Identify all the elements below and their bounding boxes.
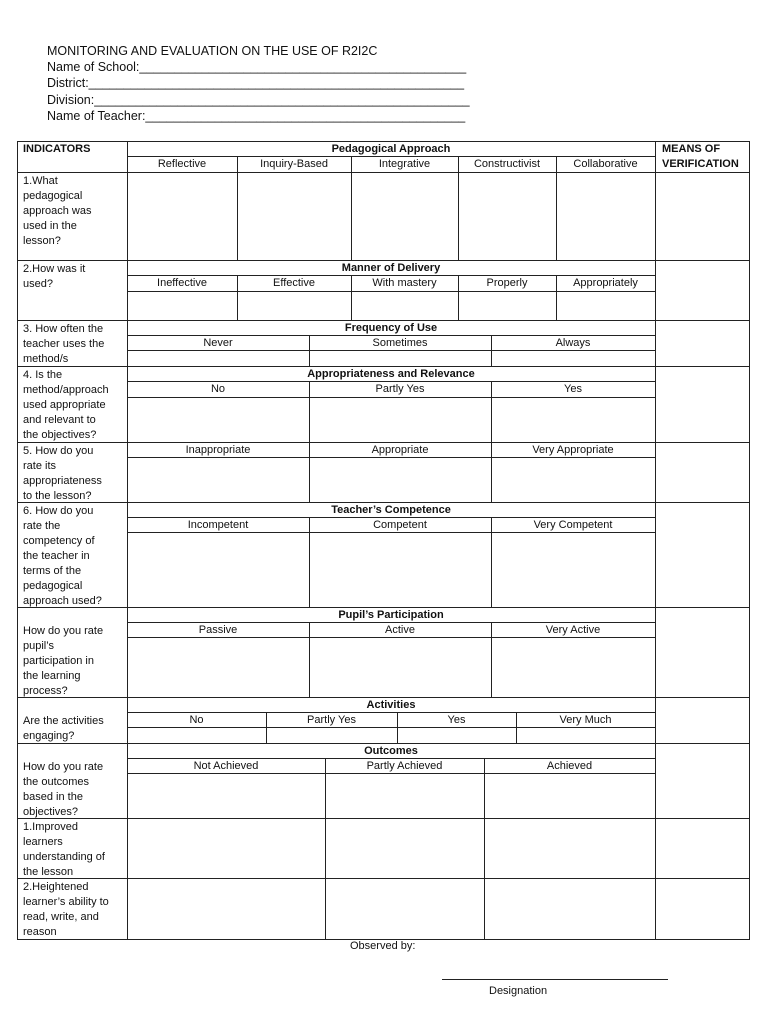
means-header-1: MEANS OF — [662, 143, 721, 155]
division-field[interactable]: Division:______________________________________________________ — [47, 92, 470, 107]
answer-cell-heightened[interactable] — [484, 878, 656, 940]
question-relevance-line: method/approach — [23, 384, 109, 396]
option-outcomes-label: Achieved — [546, 760, 593, 772]
answer-cell-activities[interactable] — [397, 727, 517, 744]
answer-cell-improved[interactable] — [325, 818, 485, 879]
answer-cell-relevance[interactable] — [127, 397, 310, 443]
answer-cell-relevance[interactable] — [491, 397, 656, 443]
question-relevance-line: and relevant to — [23, 414, 96, 426]
answer-cell-pedagogical[interactable] — [127, 172, 238, 261]
answer-cell-rating[interactable] — [491, 457, 656, 503]
answer-cell-frequency[interactable] — [127, 350, 310, 367]
question-pedagogical-line: lesson? — [23, 235, 61, 247]
option-relevance-label: Partly Yes — [375, 383, 425, 395]
answer-cell-delivery[interactable] — [237, 291, 352, 321]
section-title-frequency: Frequency of Use — [344, 322, 438, 334]
verification-cell-relevance[interactable] — [655, 366, 750, 443]
option-frequency-label: Sometimes — [372, 337, 428, 349]
district-field[interactable]: District:______________________________________________________ — [47, 76, 465, 91]
option-competence-label: Competent — [373, 519, 427, 531]
question-improved-line: 1.Improved — [23, 821, 79, 833]
question-participation-line: participation in — [23, 655, 94, 667]
answer-cell-competence[interactable] — [309, 532, 492, 608]
question-delivery-line: 2.How was it — [23, 263, 86, 275]
means-header-2: VERIFICATION — [662, 158, 739, 170]
option-frequency-label: Always — [555, 337, 591, 349]
answer-cell-rating[interactable] — [127, 457, 310, 503]
answer-cell-frequency[interactable] — [491, 350, 656, 367]
question-pedagogical-line: used in the — [23, 220, 77, 232]
question-participation-line: How do you rate — [23, 625, 104, 637]
question-rating-line: 5. How do you — [23, 445, 94, 457]
option-pedagogical-label: Constructivist — [473, 158, 541, 170]
answer-cell-heightened[interactable] — [127, 878, 326, 940]
option-rating-label: Very Appropriate — [532, 444, 614, 456]
option-frequency-label: Never — [203, 337, 233, 349]
answer-cell-frequency[interactable] — [309, 350, 492, 367]
question-frequency-line: 3. How often the — [23, 323, 104, 335]
indicators-header: INDICATORS — [23, 143, 91, 155]
question-competence-line: approach used? — [23, 595, 102, 607]
verification-cell-frequency[interactable] — [655, 320, 750, 367]
answer-cell-participation[interactable] — [127, 637, 310, 698]
question-participation-line: the learning — [23, 670, 81, 682]
section-title-relevance: Appropriateness and Relevance — [307, 368, 475, 380]
answer-cell-improved[interactable] — [127, 818, 326, 879]
answer-cell-rating[interactable] — [309, 457, 492, 503]
school-name-field[interactable]: Name of School:_______________________________________________ — [47, 60, 467, 75]
section-title-outcomes: Outcomes — [364, 745, 418, 757]
option-pedagogical-label: Collaborative — [573, 158, 638, 170]
section-title-delivery: Manner of Delivery — [341, 262, 441, 274]
answer-cell-delivery[interactable] — [556, 291, 656, 321]
option-participation-label: Active — [385, 624, 415, 636]
form-title: MONITORING AND EVALUATION ON THE USE OF R2I2C — [47, 44, 378, 58]
question-frequency-line: teacher uses the — [23, 338, 105, 350]
observed-by-label: Observed by: — [350, 940, 416, 952]
option-pedagogical-label: Inquiry-Based — [260, 158, 328, 170]
answer-cell-activities[interactable] — [266, 727, 398, 744]
question-heightened-line: reason — [23, 926, 57, 938]
teacher-name-field[interactable]: Name of Teacher:______________________________________________ — [47, 108, 466, 123]
option-rating-label: Inappropriate — [185, 444, 251, 456]
option-pedagogical-label: Reflective — [157, 158, 207, 170]
option-pedagogical-label: Integrative — [378, 158, 431, 170]
answer-cell-outcomes[interactable] — [484, 773, 656, 819]
question-delivery-line: used? — [23, 278, 53, 290]
answer-cell-improved[interactable] — [484, 818, 656, 879]
question-outcomes-line: the outcomes — [23, 776, 90, 788]
question-pedagogical-line: approach was — [23, 205, 92, 217]
verification-cell-outcomes[interactable] — [655, 743, 750, 819]
answer-cell-outcomes[interactable] — [127, 773, 326, 819]
question-relevance-line: 4. Is the — [23, 369, 63, 381]
question-heightened-line: learner’s ability to — [23, 896, 109, 908]
answer-cell-activities[interactable] — [127, 727, 267, 744]
question-competence-line: 6. How do you — [23, 505, 94, 517]
option-activities-label: Yes — [447, 714, 466, 726]
answer-cell-competence[interactable] — [491, 532, 656, 608]
question-outcomes-line: How do you rate — [23, 761, 104, 773]
option-competence-label: Very Competent — [533, 519, 613, 531]
option-delivery-label: Properly — [486, 277, 528, 289]
question-pedagogical-line: pedagogical — [23, 190, 83, 202]
answer-cell-pedagogical[interactable] — [351, 172, 459, 261]
section-title-pedagogical: Pedagogical Approach — [331, 143, 451, 155]
question-outcomes-line: based in the — [23, 791, 83, 803]
answer-cell-pedagogical[interactable] — [556, 172, 656, 261]
option-activities-label: Partly Yes — [307, 714, 356, 726]
question-competence-line: the teacher in — [23, 550, 90, 562]
verification-cell-pedagogical[interactable] — [655, 172, 750, 261]
option-delivery-label: With mastery — [372, 277, 437, 289]
verification-cell-rating[interactable] — [655, 442, 750, 503]
option-outcomes-label: Partly Achieved — [366, 760, 443, 772]
signature-line[interactable] — [442, 979, 668, 980]
question-heightened-line: 2.Heightened — [23, 881, 89, 893]
answer-cell-relevance[interactable] — [309, 397, 492, 443]
option-activities-label: No — [189, 714, 204, 726]
verification-cell-competence[interactable] — [655, 502, 750, 608]
question-pedagogical-line: 1.What — [23, 175, 58, 187]
question-relevance-line: used appropriate — [23, 399, 106, 411]
answer-cell-pedagogical[interactable] — [458, 172, 557, 261]
question-participation-line: process? — [23, 685, 68, 697]
answer-cell-participation[interactable] — [309, 637, 492, 698]
question-competence-line: terms of the — [23, 565, 82, 577]
option-delivery-label: Effective — [273, 277, 315, 289]
question-participation-line: pupil’s — [23, 640, 54, 652]
verification-cell-participation[interactable] — [655, 607, 750, 698]
option-participation-label: Passive — [198, 624, 238, 636]
option-competence-label: Incompetent — [187, 519, 249, 531]
verification-cell-heightened[interactable] — [655, 878, 750, 940]
option-participation-label: Very Active — [545, 624, 601, 636]
answer-cell-outcomes[interactable] — [325, 773, 485, 819]
answer-cell-delivery[interactable] — [351, 291, 459, 321]
question-competence-line: competency of — [23, 535, 95, 547]
question-rating-line: to the lesson? — [23, 490, 92, 502]
answer-cell-heightened[interactable] — [325, 878, 485, 940]
section-title-participation: Pupil’s Participation — [338, 609, 444, 621]
question-relevance-line: the objectives? — [23, 429, 97, 441]
answer-cell-pedagogical[interactable] — [237, 172, 352, 261]
answer-cell-activities[interactable] — [516, 727, 656, 744]
option-outcomes-label: Not Achieved — [193, 760, 259, 772]
answer-cell-participation[interactable] — [491, 637, 656, 698]
answer-cell-competence[interactable] — [127, 532, 310, 608]
question-rating-line: rate its — [23, 460, 57, 472]
verification-cell-activities[interactable] — [655, 697, 750, 744]
question-heightened-line: read, write, and — [23, 911, 99, 923]
question-improved-line: the lesson — [23, 866, 74, 878]
question-activities-line: Are the activities — [23, 715, 104, 727]
question-competence-line: rate the — [23, 520, 61, 532]
option-rating-label: Appropriate — [371, 444, 429, 456]
question-rating-line: appropriateness — [23, 475, 102, 487]
question-frequency-line: method/s — [23, 353, 69, 365]
option-relevance-label: No — [210, 383, 226, 395]
option-relevance-label: Yes — [564, 383, 582, 395]
form-header — [47, 43, 470, 124]
section-title-competence: Teacher’s Competence — [331, 504, 451, 516]
question-activities-line: engaging? — [23, 730, 75, 742]
designation-label: Designation — [489, 985, 548, 997]
section-title-activities: Activities — [366, 699, 416, 711]
option-delivery-label: Appropriately — [573, 277, 638, 289]
option-activities-label: Very Much — [559, 714, 612, 726]
option-delivery-label: Ineffective — [157, 277, 207, 289]
answer-cell-delivery[interactable] — [127, 291, 238, 321]
question-outcomes-line: objectives? — [23, 806, 79, 818]
verification-cell-improved[interactable] — [655, 818, 750, 879]
verification-cell-delivery[interactable] — [655, 260, 750, 321]
question-improved-line: learners — [23, 836, 63, 848]
question-improved-line: understanding of — [23, 851, 105, 863]
question-competence-line: pedagogical — [23, 580, 83, 592]
answer-cell-delivery[interactable] — [458, 291, 557, 321]
